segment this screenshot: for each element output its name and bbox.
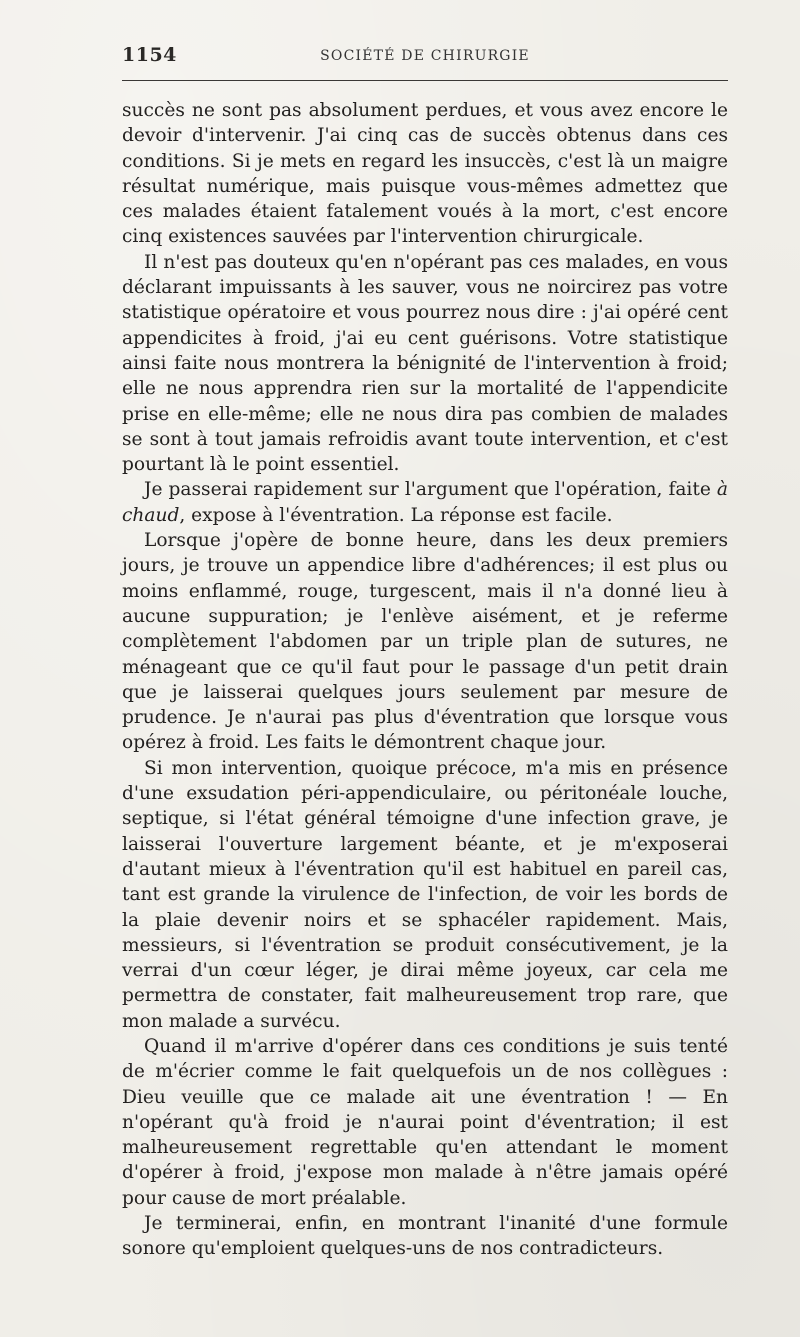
page-header xyxy=(122,44,728,72)
paragraph-statistics: Il n'est pas douteux qu'en n'opérant pas ces malades, en vous déclarant impuissants à les sauver, vous ne noircirez pas votre statistique opératoire et vous pourrez nous dire : j'ai opéré cent appendicites à froid, j'ai eu cent guérisons. Votre statistique ainsi faite nous montrera la bénignité de l'intervention à froid; elle ne nous apprendra rien sur la mortalité de l'appendicite prise en elle-même; elle ne nous dira pas combien de malades se sont à tout jamais refroidis avant toute intervention, et c'est pourtant là le point essentiel. xyxy=(122,251,728,476)
paragraph-early-operation: Lorsque j'opère de bonne heure, dans les deux premiers jours, je trouve un appendice libre d'adhérences; il est plus ou moins enflammé, rouge, turgescent, mais il n'a donné lieu à aucune suppuration; je l'enlève aisément, et je referme complètement l'abdomen par un triple plan de sutures, ne ménageant que ce qu'il faut pour le passage d'un petit drain que je laisserai quelques jours seulement par mesure de prudence. Je n'aurai pas plus d'éventration que lorsque vous opérez à froid. Les faits le démontrent chaque jour. xyxy=(122,530,728,754)
paragraph-text: , expose à l'éventration. La réponse est facile. xyxy=(179,504,613,526)
running-head: SOCIÉTÉ DE CHIRURGIE xyxy=(320,48,530,64)
paragraph-conclusion: Je terminerai, enfin, en montrant l'inanité d'une formule sonore qu'emploient quelques-uns de nos contradicteurs. xyxy=(122,1213,728,1260)
paragraph-continued: succès ne sont pas absolument perdues, et vous avez encore le devoir d'intervenir. J'ai cinq cas de succès obtenus dans ces conditions. Si je mets en regard les insuccès, c'est là un maigre résultat numérique, mais puisque vous-mêmes admettez que ces malades étaient fatalement voués à la mort, c'est encore cinq existences sauvées par l'intervention chirurgicale. xyxy=(122,100,728,248)
paragraph-infection: Si mon intervention, quoique précoce, m'a mis en présence d'une exsudation péri-appendiculaire, ou péritonéale louche, septique, si l'état général témoigne d'une infection grave, je laisserai l'ouverture largement béante, et je m'exposerai d'autant mieux à l'éventration qu'il est habituel en pareil cas, tant est grande la virulence de l'infection, de voir les bords de la plaie devenir noirs et se sphacéler rapidement. Mais, messieurs, si l'éventration se produit consécutivement, je la verrai d'un cœur léger, je dirai même joyeux, car cela me permettra de constater, fait malheureusement trop rare, que mon malade a survécu. xyxy=(122,757,728,1032)
body-text xyxy=(122,98,728,1262)
paragraph-text: Je passerai rapidement sur l'argument que l'opération, faite xyxy=(144,479,717,501)
page-number: 1154 xyxy=(122,44,177,66)
header-rule xyxy=(122,80,728,81)
paragraph-colleague-quote: Quand il m'arrive d'opérer dans ces conditions je suis tenté de m'écrier comme le fait quelquefois un de nos collègues : Dieu veuille que ce malade ait une éventration ! — En n'opérant qu'à froid je n'aurai point d'éventration; il est malheureusement regrettable qu'en attendant le moment d'opérer à froid, j'expose mon malade à n'être jamais opéré pour cause de mort préalable. xyxy=(122,1035,728,1209)
paragraph-eventration-argument xyxy=(122,477,728,528)
italic-phrase: à chaud xyxy=(122,479,728,526)
